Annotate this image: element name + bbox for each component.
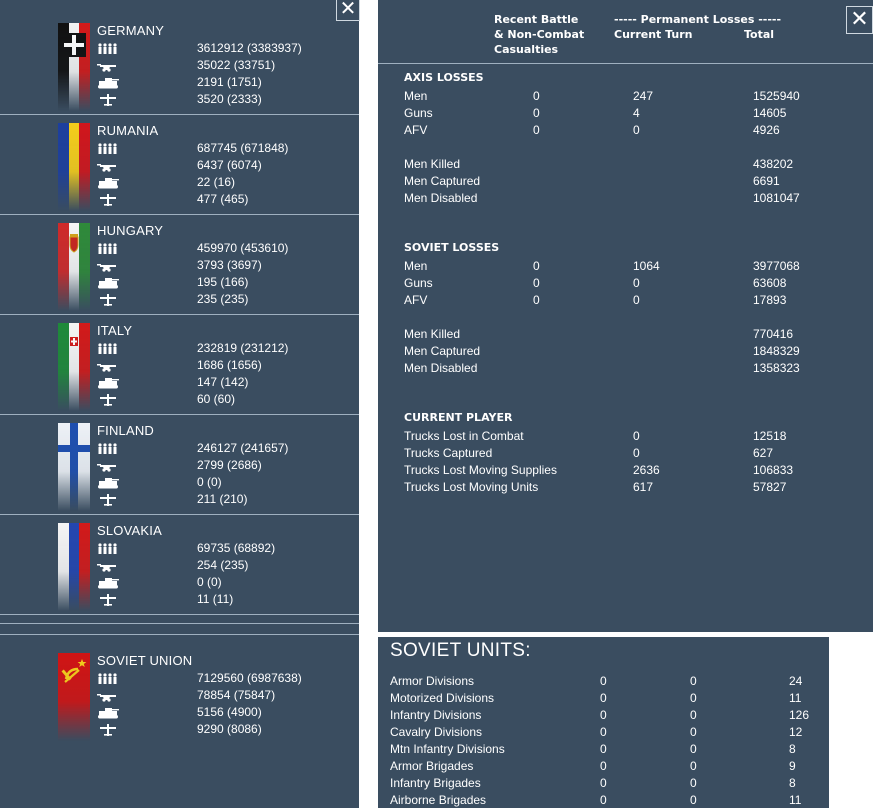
aircraft-icon [97, 723, 119, 735]
unit-c3: 12 [789, 725, 803, 739]
stat-row-afv [97, 74, 347, 91]
unit-c1: 0 [600, 759, 607, 773]
soviet-section-title: SOVIET LOSSES [404, 241, 500, 254]
unit-c2: 0 [690, 708, 697, 722]
stat-row-air [97, 591, 347, 608]
infantry-icon [97, 142, 119, 154]
nation-germany [0, 15, 359, 115]
rumania-flag-icon [58, 123, 90, 211]
stat-value-afv: 147 (142) [197, 375, 249, 389]
loss-label: AFV [404, 293, 428, 307]
loss-row [404, 361, 864, 378]
tank-icon [97, 576, 119, 588]
artillery-icon [97, 259, 119, 271]
unit-c2: 0 [690, 725, 697, 739]
aircraft-icon [97, 293, 119, 305]
unit-label: Infantry Divisions [390, 708, 482, 722]
nation-casualties-panel [0, 0, 359, 808]
unit-c2: 0 [690, 674, 697, 688]
unit-label: Infantry Brigades [390, 776, 481, 790]
unit-c3: 8 [789, 776, 796, 790]
stat-value-men: 7129560 (6987638) [197, 671, 302, 685]
unit-row [390, 759, 820, 776]
nation-soviet [0, 645, 359, 745]
unit-c1: 0 [600, 793, 607, 807]
loss-row [404, 446, 864, 463]
stat-row-guns [97, 457, 347, 474]
loss-row [404, 174, 864, 191]
loss-row [404, 480, 864, 497]
unit-row [390, 674, 820, 691]
infantry-icon [97, 442, 119, 454]
nation-name: HUNGARY [97, 223, 164, 238]
loss-current: 0 [633, 429, 640, 443]
loss-current: 0 [633, 123, 640, 137]
unit-c3: 11 [789, 793, 802, 807]
slovakia-flag-icon [58, 523, 90, 611]
stat-value-guns: 2799 (2686) [197, 458, 262, 472]
stat-value-guns: 6437 (6074) [197, 158, 262, 172]
stat-row-afv [97, 374, 347, 391]
stat-row-afv [97, 174, 347, 191]
stat-row-afv [97, 474, 347, 491]
loss-label: Guns [404, 276, 433, 290]
loss-label: Guns [404, 106, 433, 120]
artillery-icon [97, 689, 119, 701]
unit-c1: 0 [600, 674, 607, 688]
loss-recent: 0 [533, 123, 540, 137]
loss-recent: 0 [533, 293, 540, 307]
unit-row [390, 691, 820, 708]
header-recent-line1: Recent Battle [494, 13, 579, 26]
stat-row-guns [97, 57, 347, 74]
stat-row-air [97, 91, 347, 108]
tank-icon [97, 376, 119, 388]
loss-label: Men Killed [404, 327, 461, 341]
loss-total: 106833 [753, 463, 794, 477]
stat-value-guns: 35022 (33751) [197, 58, 276, 72]
loss-row [404, 344, 864, 361]
stat-value-air: 11 (11) [197, 592, 234, 606]
unit-c3: 24 [789, 674, 803, 688]
losses-panel [378, 0, 873, 632]
infantry-icon [97, 542, 119, 554]
soviet-flag-icon [58, 653, 90, 741]
loss-current: 247 [633, 89, 654, 103]
loss-label: Men [404, 89, 428, 103]
loss-row [404, 327, 864, 344]
stat-row-guns [97, 557, 347, 574]
stat-value-afv: 5156 (4900) [197, 705, 262, 719]
loss-total: 12518 [753, 429, 787, 443]
nation-name: SLOVAKIA [97, 523, 162, 538]
unit-c2: 0 [690, 759, 697, 773]
stat-row-air [97, 191, 347, 208]
loss-row [404, 157, 864, 174]
stat-row-men [97, 340, 347, 357]
unit-row [390, 776, 820, 793]
nation-name: FINLAND [97, 423, 155, 438]
stat-value-men: 69735 (68892) [197, 541, 276, 555]
stat-row-air [97, 491, 347, 508]
unit-c1: 0 [600, 708, 607, 722]
unit-c1: 0 [600, 691, 607, 705]
stat-row-afv [97, 704, 347, 721]
nation-name: ITALY [97, 323, 133, 338]
finland-flag-icon [58, 423, 90, 511]
stat-row-men [97, 140, 347, 157]
header-permanent-losses: ----- Permanent Losses ----- [614, 13, 782, 26]
nation-name: RUMANIA [97, 123, 159, 138]
stat-value-men: 246127 (241657) [197, 441, 289, 455]
artillery-icon [97, 359, 119, 371]
unit-label: Armor Divisions [390, 674, 475, 688]
unit-row [390, 708, 820, 725]
loss-total: 438202 [753, 157, 794, 171]
loss-label: Trucks Lost Moving Supplies [404, 463, 557, 477]
loss-total: 1525940 [753, 89, 800, 103]
header-current-turn: Current Turn [614, 28, 693, 41]
stat-row-men [97, 240, 347, 257]
loss-total: 14605 [753, 106, 787, 120]
stat-row-men [97, 670, 347, 687]
stat-row-men [97, 40, 347, 57]
loss-total: 6691 [753, 174, 780, 188]
unit-row [390, 725, 820, 742]
unit-row [390, 742, 820, 759]
stat-row-guns [97, 157, 347, 174]
stat-row-air [97, 391, 347, 408]
loss-row [404, 191, 864, 208]
loss-row [404, 293, 864, 310]
loss-recent: 0 [533, 106, 540, 120]
loss-row [404, 276, 864, 293]
loss-label: Men Disabled [404, 191, 478, 205]
stat-value-afv: 195 (166) [197, 275, 249, 289]
stat-row-guns [97, 257, 347, 274]
loss-label: Trucks Lost in Combat [404, 429, 524, 443]
loss-label: Men Disabled [404, 361, 478, 375]
loss-row [404, 463, 864, 480]
stat-value-air: 60 (60) [197, 392, 236, 406]
nation-name: SOVIET UNION [97, 653, 193, 668]
loss-label: Men Killed [404, 157, 461, 171]
stat-value-men: 232819 (231212) [197, 341, 289, 355]
loss-total: 1081047 [753, 191, 800, 205]
hungary-flag-icon [58, 223, 90, 311]
player-section-title: CURRENT PLAYER [404, 411, 513, 424]
unit-c3: 9 [789, 759, 796, 773]
unit-label: Cavalry Divisions [390, 725, 483, 739]
unit-label: Motorized Divisions [390, 691, 495, 705]
loss-total: 627 [753, 446, 774, 460]
loss-total: 770416 [753, 327, 794, 341]
close-icon[interactable]: ✕ [846, 6, 873, 34]
stat-value-guns: 254 (235) [197, 558, 249, 572]
stat-value-air: 3520 (2333) [197, 92, 262, 106]
stat-value-air: 235 (235) [197, 292, 249, 306]
loss-label: Trucks Captured [404, 446, 493, 460]
unit-c2: 0 [690, 776, 697, 790]
loss-recent: 0 [533, 89, 540, 103]
unit-c3: 126 [789, 708, 810, 722]
stat-row-afv [97, 274, 347, 291]
stat-value-men: 3612912 (3383937) [197, 41, 302, 55]
stat-value-afv: 2191 (1751) [197, 75, 262, 89]
loss-row [404, 259, 864, 276]
unit-label: Mtn Infantry Divisions [390, 742, 505, 756]
tank-icon [97, 76, 119, 88]
aircraft-icon [97, 493, 119, 505]
loss-total: 1848329 [753, 344, 800, 358]
nation-finland [0, 415, 359, 515]
tank-icon [97, 276, 119, 288]
germany-flag-icon [58, 23, 90, 111]
header-recent-line3: Casualties [494, 43, 559, 56]
loss-current: 617 [633, 480, 654, 494]
unit-c2: 0 [690, 793, 697, 807]
loss-current: 1064 [633, 259, 660, 273]
divider [0, 634, 359, 635]
tank-icon [97, 176, 119, 188]
stat-row-air [97, 291, 347, 308]
header-total: Total [744, 28, 775, 41]
header-recent-line2: & Non-Combat [494, 28, 585, 41]
loss-current: 0 [633, 293, 640, 307]
stat-value-guns: 78854 (75847) [197, 688, 276, 702]
loss-recent: 0 [533, 259, 540, 273]
aircraft-icon [97, 593, 119, 605]
tank-icon [97, 476, 119, 488]
stat-row-men [97, 540, 347, 557]
loss-label: Men Captured [404, 344, 481, 358]
unit-c1: 0 [600, 742, 607, 756]
aircraft-icon [97, 93, 119, 105]
loss-row [404, 429, 864, 446]
unit-label: Armor Brigades [390, 759, 474, 773]
stat-row-guns [97, 687, 347, 704]
loss-label: Men [404, 259, 428, 273]
unit-c2: 0 [690, 742, 697, 756]
tank-icon [97, 706, 119, 718]
stat-value-afv: 0 (0) [197, 575, 222, 589]
stat-row-men [97, 440, 347, 457]
artillery-icon [97, 559, 119, 571]
loss-current: 2636 [633, 463, 660, 477]
artillery-icon [97, 459, 119, 471]
nation-italy [0, 315, 359, 415]
close-icon[interactable]: ✕ [336, 0, 360, 21]
infantry-icon [97, 672, 119, 684]
stat-value-guns: 1686 (1656) [197, 358, 262, 372]
units-title: SOVIET UNITS: [390, 640, 531, 661]
stat-row-guns [97, 357, 347, 374]
unit-c1: 0 [600, 725, 607, 739]
loss-current: 0 [633, 446, 640, 460]
aircraft-icon [97, 193, 119, 205]
artillery-icon [97, 159, 119, 171]
nation-hungary [0, 215, 359, 315]
stat-value-afv: 22 (16) [197, 175, 236, 189]
loss-total: 3977068 [753, 259, 800, 273]
divider [0, 623, 359, 624]
loss-row [404, 89, 864, 106]
loss-recent: 0 [533, 276, 540, 290]
unit-row [390, 793, 820, 808]
stat-value-air: 477 (465) [197, 192, 249, 206]
artillery-icon [97, 59, 119, 71]
infantry-icon [97, 242, 119, 254]
loss-label: AFV [404, 123, 428, 137]
header-divider [378, 63, 873, 64]
unit-label: Airborne Brigades [390, 793, 487, 807]
nation-name: GERMANY [97, 23, 165, 38]
loss-total: 63608 [753, 276, 787, 290]
loss-total: 1358323 [753, 361, 800, 375]
aircraft-icon [97, 393, 119, 405]
loss-row [404, 106, 864, 123]
unit-c3: 11 [789, 691, 802, 705]
stat-value-men: 459970 (453610) [197, 241, 289, 255]
italy-flag-icon [58, 323, 90, 411]
nation-slovakia [0, 515, 359, 615]
loss-total: 4926 [753, 123, 780, 137]
loss-row [404, 123, 864, 140]
loss-total: 17893 [753, 293, 787, 307]
stat-value-men: 687745 (671848) [197, 141, 289, 155]
loss-label: Men Captured [404, 174, 481, 188]
soviet-units-panel [378, 637, 829, 808]
nation-rumania [0, 115, 359, 215]
infantry-icon [97, 342, 119, 354]
unit-c1: 0 [600, 776, 607, 790]
axis-section-title: AXIS LOSSES [404, 71, 484, 84]
stat-value-guns: 3793 (3697) [197, 258, 262, 272]
infantry-icon [97, 42, 119, 54]
unit-c3: 8 [789, 742, 796, 756]
loss-label: Trucks Lost Moving Units [404, 480, 539, 494]
loss-current: 0 [633, 276, 640, 290]
loss-current: 4 [633, 106, 640, 120]
stat-value-air: 9290 (8086) [197, 722, 262, 736]
loss-total: 57827 [753, 480, 787, 494]
stat-row-afv [97, 574, 347, 591]
stat-value-afv: 0 (0) [197, 475, 222, 489]
unit-c2: 0 [690, 691, 697, 705]
stat-value-air: 211 (210) [197, 492, 248, 506]
stat-row-air [97, 721, 347, 738]
